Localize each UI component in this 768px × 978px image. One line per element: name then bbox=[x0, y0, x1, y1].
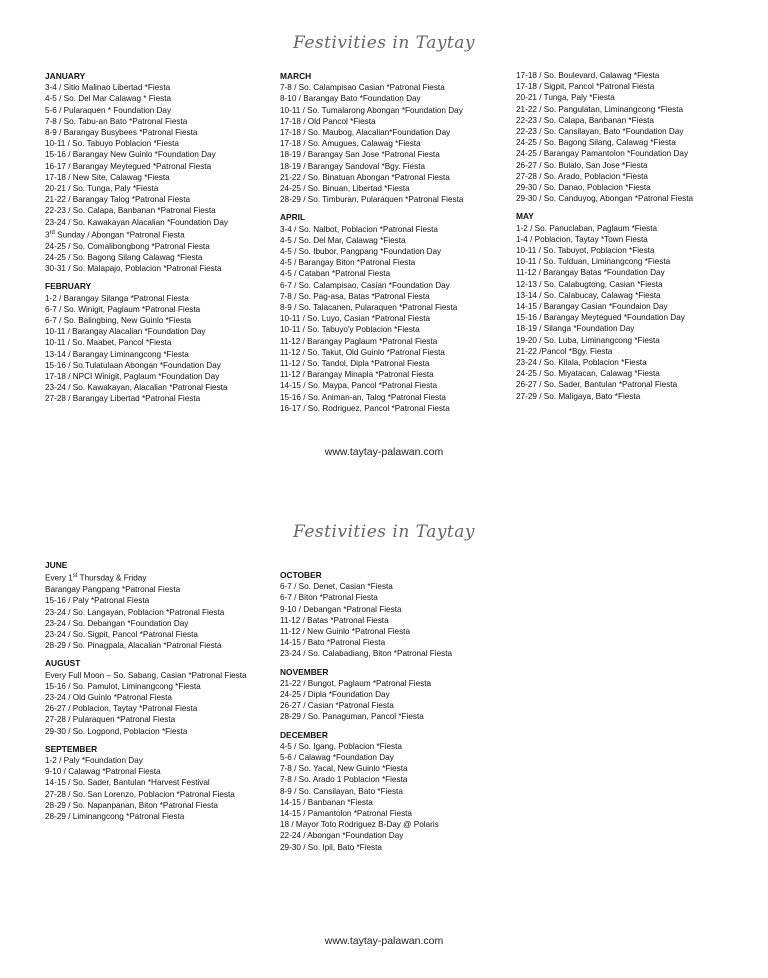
festival-entry: 1-2 / Paly *Foundation Day bbox=[45, 755, 143, 765]
website-link[interactable]: www.taytay-palawan.com bbox=[324, 446, 444, 458]
page-2 bbox=[0, 489, 768, 978]
festival-entry: 5-6 / Pularaquen * Foundation Day bbox=[45, 105, 172, 115]
festival-entry: 4-5 / So. Del Mar, Calawag *Fiesta bbox=[280, 235, 406, 245]
festival-entry: 11-12 / Batas *Patronal Fiesta bbox=[280, 615, 389, 625]
festival-entry: 13-14 / Barangay Liminangcong *Fiesta bbox=[45, 349, 189, 359]
festival-entry: 18 / Mayor Toto Rodriguez B-Day @ Polaris bbox=[280, 820, 439, 830]
festival-entry: 22-23 / So. Calapa, Banbanan *Fiesta bbox=[516, 115, 654, 125]
column-3 bbox=[516, 70, 751, 402]
festival-entry: 21-22 /Pancol *Bgy. Fiesta bbox=[516, 346, 613, 356]
festival-entry: 23-24 / So. Kawakayan, Alacalian *Patronal Fiesta bbox=[45, 383, 228, 393]
festival-entry: 3rd Sunday / Abongan *Patronal Fiesta bbox=[45, 229, 185, 240]
festival-entry: 14-15 / Pamantolon *Patronal Fiesta bbox=[280, 809, 412, 819]
festival-entry: 28-29 / So. Panaguman, Pancol *Fiesta bbox=[280, 712, 424, 722]
festival-entry: 17-18 / So. Maubog, Alacalian*Foundation Day bbox=[280, 128, 451, 138]
festival-entry: 20-21 / Tunga, Paly *Fiesta bbox=[516, 93, 615, 103]
festival-entry: 29-30 / So. Ipil, Bato *Fiesta bbox=[280, 842, 382, 852]
festival-entry: 1-2 / Barangay Silanga *Patronal Fiesta bbox=[45, 293, 189, 303]
festival-entry: 27-29 / So. Maligaya, Bato *Fiesta bbox=[516, 391, 641, 401]
festival-entry: 21-22 / Bungot, Paglaum *Patronal Fiesta bbox=[280, 678, 432, 688]
festival-entry: 27-28 / So. Arado, Poblacion *Fiesta bbox=[516, 171, 648, 181]
month-heading-october: OCTOBER bbox=[280, 570, 322, 580]
festival-entry: 27-28 / Barangay Libertad *Patronal Fiesta bbox=[45, 394, 201, 404]
festival-entry: Every Full Moon – So. Sabang, Casian *Patronal Fiesta bbox=[45, 670, 247, 680]
festival-entry: 13-14 / So. Calabucay, Calawag *Fiesta bbox=[516, 290, 661, 300]
festival-entry: 9-10 / Calawag *Patronal Fiesta bbox=[45, 767, 161, 777]
festival-entry: 14-15 / Bato *Patronal Fiesta bbox=[280, 638, 386, 648]
festival-entry: 7-8 / So. Pag-asa, Batas *Patronal Fiesta bbox=[280, 291, 430, 301]
website-link[interactable]: www.taytay-palawan.com bbox=[324, 935, 444, 947]
festival-entry: 11-12 / So. Tandol, Dipla *Patronal Fiesta bbox=[280, 359, 430, 369]
festival-entry: 22-24 / Abongan *Foundation Day bbox=[280, 831, 404, 841]
festival-entry: 28-29 / Liminangcong *Patronal Fiesta bbox=[45, 812, 185, 821]
festival-entry: 18-19 / Barangay San Jose *Patronal Fiesta bbox=[280, 150, 440, 160]
festival-entry: 5-6 / Calawag *Foundation Day bbox=[280, 753, 394, 763]
festival-entry: 17-18 / So. Amugues, Calawag *Fiesta bbox=[280, 139, 421, 149]
festival-entry: 6-7 / Biton *Patronal Fiesta bbox=[280, 593, 378, 603]
festival-entry: 7-8 / So. Arado 1 Poblacion *Fiesta bbox=[280, 775, 408, 785]
festival-entry: 6-7 / So. Balingbing, New Guinlo *Fiesta bbox=[45, 316, 192, 325]
festival-entry: 26-27 / So. Bulalo, San Jose *Fiesta bbox=[516, 160, 648, 170]
festival-entry: 8-9 / Barangay Busybees *Patronal Fiesta bbox=[45, 128, 198, 138]
festival-entry: 24-25 / Barangay Pamantolon *Foundation Day bbox=[516, 149, 689, 159]
festival-entry: 27-28 / So. San Lorenzo, Poblacion *Patronal Fiesta bbox=[45, 789, 235, 799]
month-heading-march: MARCH bbox=[280, 71, 312, 81]
festival-entry: 15-16 / So.Tulatulaan Abongan *Foundation Day bbox=[45, 360, 221, 370]
festival-entry: 26-27 / So. Sader, Bantulan *Patronal Fiesta bbox=[516, 380, 678, 390]
festival-entry: 11-12 / Barangay Minapla *Patronal Fiesta bbox=[280, 370, 434, 380]
festival-entry: 14-15 / Barangay Casian *Foundaion Day bbox=[516, 302, 668, 312]
festival-entry: 10-11 / So. Tabuyo Poblacion *Fiesta bbox=[45, 139, 179, 149]
festival-entry: 20-21 / So. Tunga, Paly *Fiesta bbox=[45, 184, 159, 194]
festival-entry: 26-27 / Poblacion, Taytay *Patronal Fiesta bbox=[45, 704, 198, 714]
festival-entry: 8-9 / So. Cansilayan, Bato *Fiesta bbox=[280, 786, 403, 796]
column-1 bbox=[45, 560, 280, 822]
month-heading-november: NOVEMBER bbox=[280, 666, 329, 677]
ordinal-suffix: rd bbox=[49, 229, 55, 236]
festival-entry: 23-24 / So. Calabadiang, Biton *Patronal Fiesta bbox=[280, 649, 453, 659]
festival-entry: 3-4 / So. Nalbot, Poblacion *Patronal Fiesta bbox=[280, 224, 438, 234]
festival-entry: 14-15 / So. Sader, Bantulan *Harvest Festival bbox=[45, 778, 210, 788]
festival-entry: 30-31 / So. Malapajo, Poblacion *Patronal Fiesta bbox=[45, 264, 222, 274]
festival-entry: 19-20 / So. Luba, Liminangcong *Fiesta bbox=[516, 335, 660, 345]
month-heading-february: FEBRUARY bbox=[45, 281, 92, 292]
festival-entry: 28-29 / So. Napanpanan, Biton *Patronal Fiesta bbox=[45, 800, 218, 810]
festival-entry: 15-16 / So. Pamulot, Liminangcong *Fiesta bbox=[45, 681, 201, 691]
column-1 bbox=[45, 71, 280, 405]
month-heading-january: JANUARY bbox=[45, 71, 86, 81]
festival-entry: 6-7 / So. Winigit, Paglaum *Patronal Fiesta bbox=[45, 304, 201, 314]
festival-entry: 21-22 / So. Binatuan Abongan *Patronal Fiesta bbox=[280, 172, 450, 182]
festival-entry: 21-22 / So. Pangulatan, Liminangcong *Fiesta bbox=[516, 104, 684, 114]
festival-entry: 10-11 / So. Tabuyo'y Poblacion *Fiesta bbox=[280, 325, 420, 335]
festival-entry: 4-5 / Barangay Biton *Patronal Fiesta bbox=[280, 258, 416, 268]
festival-entry: 16-17 / Barangay Meytegued *Patronal Fiesta bbox=[45, 161, 212, 171]
festival-entry: 11-12 / New Guinlo *Patronal Fiesta bbox=[280, 627, 411, 637]
festival-entry: 17-18 / So. Boulevard, Calawag *Fiesta bbox=[516, 71, 660, 80]
festival-entry: 15-16 / Barangay Meytegued *Foundation Day bbox=[516, 313, 685, 323]
festival-entry: 24-25 / Dipla *Foundation Day bbox=[280, 690, 390, 700]
festival-entry: 29-30 / So. Danao, Poblacion *Fiesta bbox=[516, 183, 651, 193]
festival-entry: 28-29 / So. Timburan, Pularaquen *Patronal Fiesta bbox=[280, 195, 464, 205]
festival-entry: 10-11 / Barangay Alacalian *Foundation Day bbox=[45, 327, 206, 337]
festival-entry: 10-11 / So. Luyo, Casian *Patronal Fiesta bbox=[280, 314, 431, 324]
festival-entry: 24-25 / So. Binuan, Libertad *Fiesta bbox=[280, 184, 410, 194]
festival-entry: 23-24 / Old Guinlo *Patronal Fiesta bbox=[45, 692, 172, 702]
festival-entry: 23-24 / So. Kawakayan Alacalian *Foundation Day bbox=[45, 217, 228, 227]
festival-entry: 8-9 / So. Talacanen, Pularaquen *Patronal Fiesta bbox=[280, 303, 458, 313]
festival-entry: 29-30 / So. Canduyog, Abongan *Patronal Fiesta bbox=[516, 194, 694, 204]
festival-entry: 9-10 / Debangan *Patronal Fiesta bbox=[280, 604, 402, 614]
festival-entry: 7-8 / So. Tabu-an Bato *Patronal Fiesta bbox=[45, 116, 188, 126]
festival-entry: 11-12 / Barangay Batas *Foundation Day bbox=[516, 268, 665, 278]
festival-entry: 24-25 / So. Miyatacan, Calawag *Fiesta bbox=[516, 369, 660, 379]
festival-entry: 6-7 / So. Calampisao, Casian *Foundation Day bbox=[280, 280, 450, 290]
festival-entry: 22-23 / So. Cansilayan, Bato *Foundation Day bbox=[516, 127, 684, 137]
festival-entry: 4-5 / So. Del Mar Calawag * Fiesta bbox=[45, 94, 172, 104]
ordinal-suffix: st bbox=[72, 573, 78, 580]
festival-entry: 4-5 / Cataban *Patronal Fiesta bbox=[280, 269, 391, 279]
festival-entry: 8-10 / Barangay Bato *Foundation Day bbox=[280, 94, 421, 104]
column-2 bbox=[280, 71, 515, 414]
page-title: Festivities in Taytay bbox=[292, 33, 476, 53]
festival-entry: 23-24 / So. Langayan, Poblacion *Patronal Fiesta bbox=[45, 607, 225, 617]
festival-entry: 29-30 / So. Logpond, Poblacion *Fiesta bbox=[45, 726, 188, 736]
festival-entry: 24-25 / So. Bagong Silang, Calawag *Fiesta bbox=[516, 138, 676, 148]
festival-entry: 12-13 / So. Calabugtong, Casian *Fiesta bbox=[516, 279, 663, 289]
festival-entry: 17-18 / NPCI Winigit, Paglaum *Foundation Day bbox=[45, 372, 220, 382]
festival-entry: 22-23 / So. Calapa, Banbanan *Patronal Fiesta bbox=[45, 206, 216, 216]
festival-entry: 7-8 / So. Calampisao Casian *Patronal Fiesta bbox=[280, 83, 445, 93]
festival-entry: 15-16 / So. Animan-an, Talog *Patronal Fiesta bbox=[280, 392, 446, 402]
festival-entry: 14-15 / Banbanan *Fiesta bbox=[280, 797, 373, 807]
festival-entry: 23-24 / So. Sigpit, Pancol *Patronal Fiesta bbox=[45, 629, 198, 639]
month-heading-april: APRIL bbox=[280, 212, 306, 223]
festival-entry: 10-11 / So. Tabuyot, Poblacion *Fiesta bbox=[516, 246, 655, 256]
festival-entry: 10-11 / So. Maabet, Pancol *Fiesta bbox=[45, 338, 172, 348]
month-heading-june: JUNE bbox=[45, 560, 68, 570]
festival-entry: 16-17 / So. Rodriguez, Pancol *Patronal Fiesta bbox=[280, 403, 450, 413]
festival-entry: 6-7 / So. Denet, Casian *Fiesta bbox=[280, 582, 393, 592]
festival-entry: 10-11 / So. Tulduan, Liminangcong *Fiesta bbox=[516, 257, 671, 267]
festival-entry: 26-27 / Casian *Patronal Fiesta bbox=[280, 701, 394, 711]
festival-entry: 23-24 / So. Debangan *Foundation Day bbox=[45, 618, 189, 628]
festival-entry: 14-15 / So. Maypa, Pancol *Patronal Fiesta bbox=[280, 381, 438, 391]
festival-entry: 3-4 / Sitio Malinao Libertad *Fiesta bbox=[45, 83, 171, 93]
festival-entry: 1-2 / So. Panuclaban, Paglaum *Fiesta bbox=[516, 223, 658, 233]
festival-entry: 17-18 / Sigpit, Pancol *Patronal Fiesta bbox=[516, 82, 655, 92]
column-2 bbox=[280, 570, 515, 853]
festival-entry: 24-25 / So. Comalibongbong *Patronal Fiesta bbox=[45, 241, 210, 251]
festival-entry: 10-11 / So. Tumalarong Abongan *Foundation Day bbox=[280, 105, 463, 115]
month-heading-may: MAY bbox=[516, 211, 534, 222]
festival-entry: 15-16 / Barangay New Guinlo *Foundation Day bbox=[45, 150, 216, 160]
month-heading-september: SEPTEMBER bbox=[45, 743, 98, 754]
month-heading-august: AUGUST bbox=[45, 658, 81, 669]
festival-entry: 24-25 / So. Bagong Silang Calawag *Fiesta bbox=[45, 252, 203, 262]
festival-entry: 23-24 / So. Kilala, Poblacion *Fiesta bbox=[516, 358, 647, 368]
festival-entry: 4-5 / So. Igang, Poblacion *Fiesta bbox=[280, 741, 402, 751]
festival-entry: 27-28 / Pularaquen *Patronal Fiesta bbox=[45, 715, 176, 725]
festival-entry: 4-5 / So. Ibubor, Pangpang *Foundation Day bbox=[280, 247, 442, 257]
festival-entry: 7-8 / So. Yacal, New Guinlo *Fiesta bbox=[280, 764, 408, 774]
festival-entry: 11-12 / Barangay Paglaum *Patronal Fiesta bbox=[280, 336, 438, 346]
festival-entry: 17-18 / Old Pancol *Fiesta bbox=[280, 116, 376, 126]
festival-entry: 21-22 / Barangay Talog *Patronal Fiesta bbox=[45, 195, 191, 205]
festival-entry: Every 1st Thursday & Friday bbox=[45, 573, 147, 583]
festival-entry: 11-12 / So. Takut, Old Guinlo *Patronal Fiesta bbox=[280, 347, 445, 357]
month-heading-december: DECEMBER bbox=[280, 729, 328, 740]
festival-entry: Barangay Pangpang *Patronal Fiesta bbox=[45, 585, 181, 595]
festival-entry: 17-18 / New Site, Calawag *Fiesta bbox=[45, 172, 170, 182]
festival-entry: 18-19 / Barangay Sandoval *Bgy. Fiesta bbox=[280, 161, 426, 171]
page-title: Festivities in Taytay bbox=[292, 522, 476, 542]
festival-entry: 18-19 / Silanga *Foundation Day bbox=[516, 324, 635, 334]
festival-entry: 1-4 / Poblacion, Taytay *Town Fiesta bbox=[516, 234, 648, 244]
festival-entry: 15-16 / Paly *Patronal Fiesta bbox=[45, 596, 150, 606]
festival-entry: 28-29 / So. Pinagpala, Alacalian *Patronal Fiesta bbox=[45, 641, 222, 651]
